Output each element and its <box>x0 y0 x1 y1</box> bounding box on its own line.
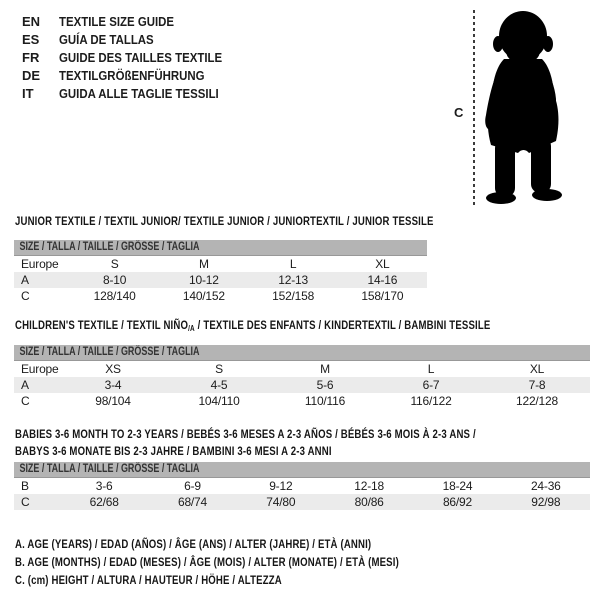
table-row <box>14 288 427 304</box>
lang-row-en <box>22 13 244 31</box>
row-label: C <box>21 394 30 408</box>
size-cell: 18-24 <box>442 479 473 493</box>
size-cell: 3-6 <box>95 479 113 493</box>
junior-table-title: JUNIOR TEXTILE / TEXTIL JUNIOR/ TEXTILE JUNIOR / JUNIORTEXTIL / JUNIOR TESSILE <box>15 214 434 228</box>
children-table-title <box>15 318 490 333</box>
size-cell: L <box>427 362 435 376</box>
size-cell: 116/122 <box>410 394 452 408</box>
size-cell: 3-4 <box>104 378 122 392</box>
baby-silhouette <box>482 9 574 205</box>
table-row <box>14 377 590 393</box>
size-cell: 152/158 <box>272 289 315 303</box>
size-cell: 12-13 <box>278 273 308 287</box>
lang-code: ES <box>22 32 40 47</box>
size-cell: 5-6 <box>316 378 334 392</box>
lang-label: GUIDE DES TAILLES TEXTILE <box>59 50 223 65</box>
children-size-table <box>14 345 590 409</box>
language-title-list <box>22 13 244 103</box>
size-header-label: SIZE / TALLA / TAILLE / GRÖSSE / TAGLIA <box>19 463 200 475</box>
size-cell: XS <box>105 362 121 376</box>
row-label: A <box>21 273 29 287</box>
lang-row-de <box>22 67 244 85</box>
size-cell: 68/74 <box>177 495 207 509</box>
size-cell: M <box>320 362 330 376</box>
size-cell: 9-12 <box>269 479 293 493</box>
size-header-bar <box>14 240 427 256</box>
size-header-bar <box>14 345 590 361</box>
size-cell: 4-5 <box>210 378 228 392</box>
lang-label: GUIDA ALLE TAGLIE TESSILI <box>59 86 219 101</box>
size-cell: 140/152 <box>182 289 225 303</box>
size-cell: 92/98 <box>531 495 561 509</box>
row-label: Europe <box>21 257 59 271</box>
lang-code: IT <box>22 86 34 101</box>
size-cell: 104/110 <box>198 394 240 408</box>
table-row <box>14 256 427 272</box>
size-cell: 86/92 <box>442 495 472 509</box>
table-row <box>14 361 590 377</box>
lang-row-fr <box>22 49 244 67</box>
size-cell: 80/86 <box>354 495 384 509</box>
size-cell: 7-8 <box>528 378 546 392</box>
lang-label: TEXTILE SIZE GUIDE <box>59 14 175 29</box>
children-title-pre: CHILDREN'S TEXTILE / TEXTIL NIÑO <box>15 318 189 332</box>
table-row <box>14 494 590 510</box>
size-cell: S <box>110 257 119 271</box>
size-cell: 6-9 <box>184 479 201 493</box>
footnote-c: C. (cm) HEIGHT / ALTURA / HAUTEUR / HÖHE / ALTEZZA <box>15 573 282 587</box>
size-header-bar <box>14 462 590 478</box>
babies-size-table <box>14 462 590 510</box>
size-cell: S <box>215 362 223 376</box>
size-cell: 12-18 <box>354 479 384 493</box>
size-cell: 24-36 <box>530 479 561 493</box>
footnote-b: B. AGE (MONTHS) / EDAD (MESES) / ÂGE (MOIS) / ALTER (MONATE) / ETÀ (MESI) <box>15 555 399 569</box>
lang-code: DE <box>22 68 41 83</box>
size-cell: 10-12 <box>189 273 219 287</box>
junior-size-table <box>14 240 427 304</box>
size-cell: 122/128 <box>516 394 558 408</box>
size-cell: 14-16 <box>367 273 398 287</box>
children-title-sub: /A <box>188 324 195 333</box>
size-header-label: SIZE / TALLA / TAILLE / GRÖSSE / TAGLIA <box>19 346 200 358</box>
table-row <box>14 393 590 409</box>
babies-table-title-line-1: BABIES 3-6 MONTH TO 2-3 YEARS / BEBÉS 3-6 MESES A 2-3 AÑOS / BÉBÉS 3-6 MOIS À 2-3 ANS / <box>15 427 476 441</box>
size-header-label: SIZE / TALLA / TAILLE / GRÖSSE / TAGLIA <box>19 241 200 253</box>
table-row <box>14 272 427 288</box>
babies-table-title-line-2: BABYS 3-6 MONATE BIS 2-3 JAHRE / BAMBINI 3-6 MESI A 2-3 ANNI <box>15 444 332 458</box>
table-row <box>14 478 590 494</box>
size-cell: 128/140 <box>93 289 136 303</box>
row-label: B <box>21 479 29 493</box>
height-measure-dashed-line <box>473 10 475 205</box>
size-cell: 62/68 <box>89 495 119 509</box>
row-label: C <box>21 289 30 303</box>
row-label: A <box>21 378 29 392</box>
lang-row-es <box>22 31 244 49</box>
lang-label: TEXTILGRÖßENFÜHRUNG <box>59 68 205 83</box>
size-cell: 110/116 <box>304 394 346 408</box>
size-cell: 74/80 <box>266 495 296 509</box>
size-cell: XL <box>529 362 545 376</box>
size-cell: 6-7 <box>422 378 440 392</box>
lang-label: GUÍA DE TALLAS <box>59 32 154 47</box>
lang-code: FR <box>22 50 40 65</box>
lang-row-it <box>22 85 244 103</box>
children-title-tail: / TEXTILE DES ENFANTS / KINDERTEXTIL / BAMBINI TESSILE <box>194 318 491 332</box>
size-cell: L <box>289 257 297 271</box>
size-cell: XL <box>375 257 390 271</box>
height-measure-label: C <box>454 105 464 120</box>
row-label: C <box>21 495 30 509</box>
lang-code: EN <box>22 14 41 29</box>
size-cell: 158/170 <box>361 289 404 303</box>
size-cell: 98/104 <box>95 394 131 408</box>
footnote-a: A. AGE (YEARS) / EDAD (AÑOS) / ÂGE (ANS) / ALTER (JAHRE) / ETÀ (ANNI) <box>15 537 372 551</box>
size-cell: 8-10 <box>103 273 127 287</box>
row-label: Europe <box>21 362 59 376</box>
size-cell: M <box>198 257 209 271</box>
